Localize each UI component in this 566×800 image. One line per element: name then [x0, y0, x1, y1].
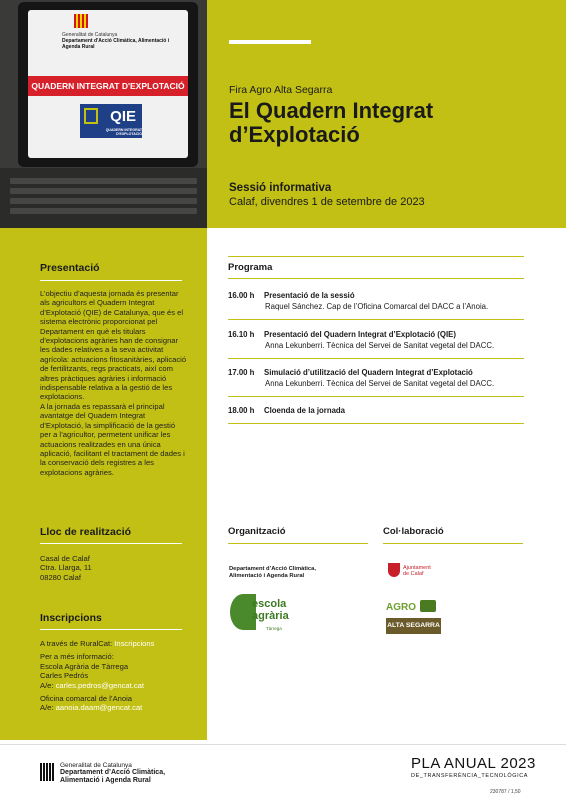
- inscripcions-rule: [40, 629, 182, 630]
- lloc-address: [40, 554, 188, 582]
- laptop-keyboard: [0, 168, 207, 228]
- escola-agraria-logo: [230, 594, 292, 636]
- session-type: Sessió informativa: [229, 182, 332, 194]
- email-link-pedros[interactable]: carles.pedros@gencat.cat: [55, 680, 144, 690]
- programa-divider: [228, 423, 524, 424]
- programa-rule: [228, 278, 524, 279]
- qie-logo-subtitle: QUADERN INTEGRAT D'EXPLOTACIÓ: [105, 128, 142, 136]
- lloc-line1: Casal de Calaf: [40, 554, 90, 563]
- programa-title: Cloenda de la jornada: [264, 406, 346, 415]
- qie-logo: [80, 104, 142, 138]
- programa-title: Presentació de la sessió: [264, 291, 355, 300]
- generalitat-logo-icon: [74, 14, 88, 28]
- ruralcat-label: A través de RuralCat:: [40, 639, 115, 648]
- header-panel: [207, 0, 566, 228]
- pla-anual-title: PLA ANUAL 2023: [411, 755, 536, 772]
- programa-title: Simulació d’utilització del Quadern Integrat d’Explotació: [264, 368, 473, 377]
- footer-generalitat: Generalitat de Catalunya: [60, 762, 132, 769]
- presentacio-heading: Presentació: [40, 262, 100, 274]
- programa-divider: [228, 396, 524, 397]
- session-date: Calaf, divendres 1 de setembre de 2023: [229, 196, 425, 208]
- screen-red-banner: QUADERN INTEGRAT D'EXPLOTACIÓ: [28, 76, 188, 96]
- programa-time: 16.00 h: [228, 291, 255, 300]
- programa-item: [228, 330, 528, 351]
- lloc-line3: 08280 Calaf: [40, 572, 81, 582]
- programa-time: 18.00 h: [228, 406, 255, 415]
- programa-divider: [228, 319, 524, 320]
- lloc-heading: Lloc de realització: [40, 526, 132, 538]
- programa-speaker: Anna Lekunberri. Tècnica del Servei de Sanitat vegetal del DACC.: [265, 378, 495, 388]
- alta-segarra-word: ALTA SEGARRA: [386, 618, 441, 634]
- colaboracio-heading: Col·laboració: [383, 526, 444, 537]
- presentacio-rule: [40, 280, 182, 281]
- inscripcions-link[interactable]: Inscripcions: [114, 639, 155, 648]
- programa-top-rule: [228, 256, 524, 257]
- qie-logo-text: QIE: [110, 108, 136, 125]
- programa-divider: [228, 358, 524, 359]
- header-rule: [229, 40, 311, 44]
- lloc-rule: [40, 543, 182, 544]
- presentacio-p1: L’objectiu d’aquesta jornada és presentar als agricultors el Quadern Integrat d’Explotació (QIE) de Catalunya, que és el sistema electrònic proporcionat pel Departament en què els titulars d’explotacions agràries han de consignar les dades relatives a la seva activitat agrícola: actuacions fitosanitàries, aplicació de fertilitzants, regs practicats, així com altres pràctiques agràries i informació indispensable relativa a la gestió de les explotacions.: [40, 289, 187, 402]
- agro-alta-segarra-logo: [386, 600, 441, 636]
- qie-mark-icon: [84, 108, 98, 124]
- footer-department: Departament d’Acció Climàtica, Alimentació i Agenda Rural: [60, 769, 166, 784]
- ajuntament-word: Ajuntament: [403, 565, 431, 571]
- programa-heading: Programa: [228, 262, 273, 273]
- tarrega-word: Tàrrega: [266, 626, 282, 631]
- generalitat-footer-icon: [40, 763, 54, 781]
- left-column: [0, 228, 207, 740]
- lloc-line2: Ctra. Llarga, 11: [40, 563, 92, 573]
- tractor-icon: [420, 600, 436, 612]
- escola-word: escola: [252, 598, 287, 610]
- email-label-2: A/e:: [40, 703, 56, 713]
- document-code: 230787 / 1,50: [490, 789, 521, 795]
- pla-anual-subtitle: DE_TRANSFERÈNCIA_TECNOLÒGICA: [411, 773, 529, 779]
- organitzacio-rule: [228, 543, 368, 544]
- colaboracio-rule: [383, 543, 523, 544]
- programa-time: 17.00 h: [228, 368, 255, 377]
- email-link-anoia[interactable]: aanoia.daam@gencat.cat: [55, 703, 143, 713]
- hero-laptop-photo: [0, 0, 207, 228]
- department-logo-text: Departament d’Acció Climàtica, Alimentació i Agenda Rural: [229, 566, 316, 579]
- programa-speaker: Raquel Sánchez. Cap de l’Oficina Comarcal del DACC a l’Anoia.: [265, 301, 489, 311]
- event-name: Fira Agro Alta Segarra: [229, 84, 333, 96]
- page-title: El Quadern Integrat d’Explotació: [229, 98, 434, 147]
- contact-person: Carles Pedrós: [40, 671, 89, 681]
- calaf-shield-icon: [388, 563, 400, 577]
- presentacio-text: [40, 289, 188, 477]
- inscripcions-heading: Inscripcions: [40, 612, 102, 624]
- more-info: Per a més informació:: [40, 652, 114, 662]
- oficina-name: Oficina comarcal de l’Anoia: [40, 694, 133, 704]
- presentacio-p2: A la jornada es repassarà el principal avantatge del Quadern Integrat d’Explotació, la simplificació de la gestió per a l’agricultor, permetent unificar les actuacions realitzades en una única aplicació, facilitant el tractament de dades i la conservació dels registres a les explotacions agràries.: [40, 401, 185, 477]
- email-label: A/e:: [40, 680, 56, 690]
- programa-item: [228, 368, 528, 389]
- organitzacio-heading: Organització: [228, 526, 286, 537]
- inscripcions-text: [40, 639, 188, 713]
- footer: [0, 744, 566, 800]
- programa-speaker: Anna Lekunberri. Tècnica del Servei de Sanitat vegetal del DACC.: [265, 340, 495, 350]
- agro-word: AGRO: [386, 602, 416, 613]
- screen-department: Departament d'Acció Climàtica, Alimentació i Agenda Rural: [62, 38, 170, 50]
- escola-name: Escola Agrària de Tàrrega: [40, 661, 129, 671]
- programa-time: 16.10 h: [228, 330, 255, 339]
- programa-item: [228, 291, 528, 312]
- agraria-word: agrària: [252, 610, 289, 622]
- programa-title: Presentació del Quadern Integrat d’Explotació (QIE): [264, 330, 456, 339]
- screen-generalitat: Generalitat de Catalunya: [62, 32, 118, 38]
- calaf-word: de Calaf: [403, 571, 424, 577]
- programa-item: [228, 406, 528, 417]
